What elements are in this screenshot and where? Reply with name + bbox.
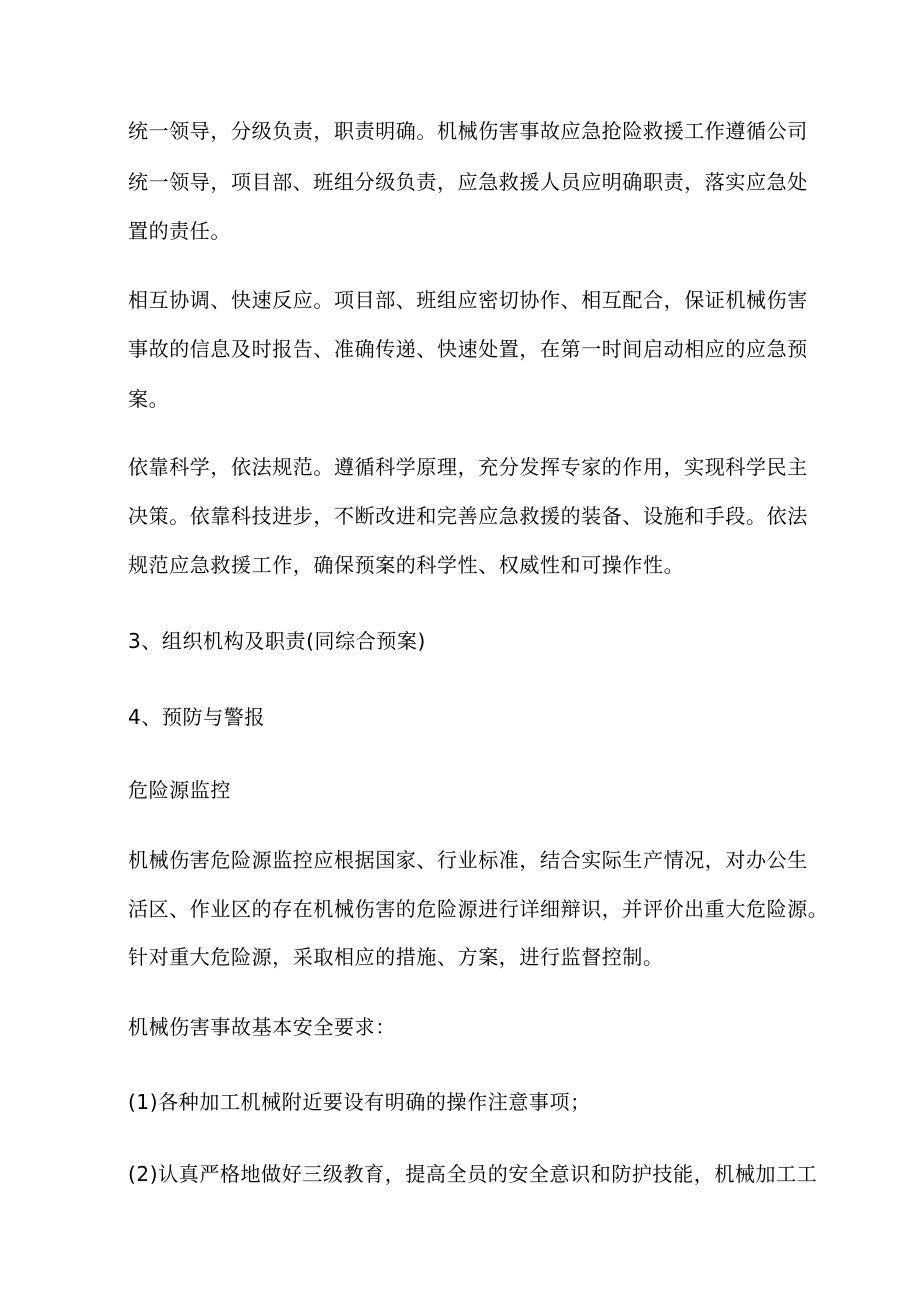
requirement-item-1: (1)各种加工机械附近要设有明确的操作注意事项； bbox=[128, 1090, 591, 1114]
paragraph-2-line-2: 事故的信息及时报告、准确传递、快速处置，在第一时间启动相应的应急预 bbox=[128, 337, 808, 361]
subheading-hazard-monitoring: 危险源监控 bbox=[128, 778, 231, 802]
paragraph-1-line-2: 统一领导，项目部、班组分级负责，应急救援人员应明确职责，落实应急处 bbox=[128, 170, 808, 194]
section-heading-3: 3、组织机构及职责(同综合预案) bbox=[128, 629, 426, 653]
safety-requirements-heading: 机械伤害事故基本安全要求： bbox=[128, 1015, 396, 1039]
paragraph-2-line-1: 相互协调、快速反应。项目部、班组应密切协作、相互配合，保证机械伤害 bbox=[128, 288, 808, 312]
paragraph-3-line-2: 决策。依靠科技进步，不断改进和完善应急救援的装备、设施和手段。依法 bbox=[128, 504, 808, 528]
section-heading-4: 4、预防与警报 bbox=[128, 705, 265, 729]
paragraph-2-line-3: 案。 bbox=[128, 387, 170, 411]
requirement-item-2: (2)认真严格地做好三级教育，提高全员的安全意识和防护技能，机械加工工 bbox=[128, 1162, 818, 1186]
paragraph-3-line-1: 依靠科学，依法规范。遵循科学原理，充分发挥专家的作用，实现科学民主 bbox=[128, 455, 808, 479]
paragraph-hazard-line-3: 针对重大危险源，采取相应的措施、方案，进行监督控制。 bbox=[128, 945, 664, 969]
paragraph-hazard-line-1: 机械伤害危险源监控应根据国家、行业标准，结合实际生产情况，对办公生 bbox=[128, 848, 808, 872]
paragraph-hazard-line-2: 活区、作业区的存在机械伤害的危险源进行详细辩识，并评价出重大危险源。 bbox=[128, 897, 829, 921]
paragraph-1-line-3: 置的责任。 bbox=[128, 219, 231, 243]
paragraph-3-line-3: 规范应急救援工作，确保预案的科学性、权威性和可操作性。 bbox=[128, 553, 685, 577]
paragraph-1-line-1: 统一领导，分级负责，职责明确。机械伤害事故应急抢险救援工作遵循公司 bbox=[128, 119, 808, 143]
